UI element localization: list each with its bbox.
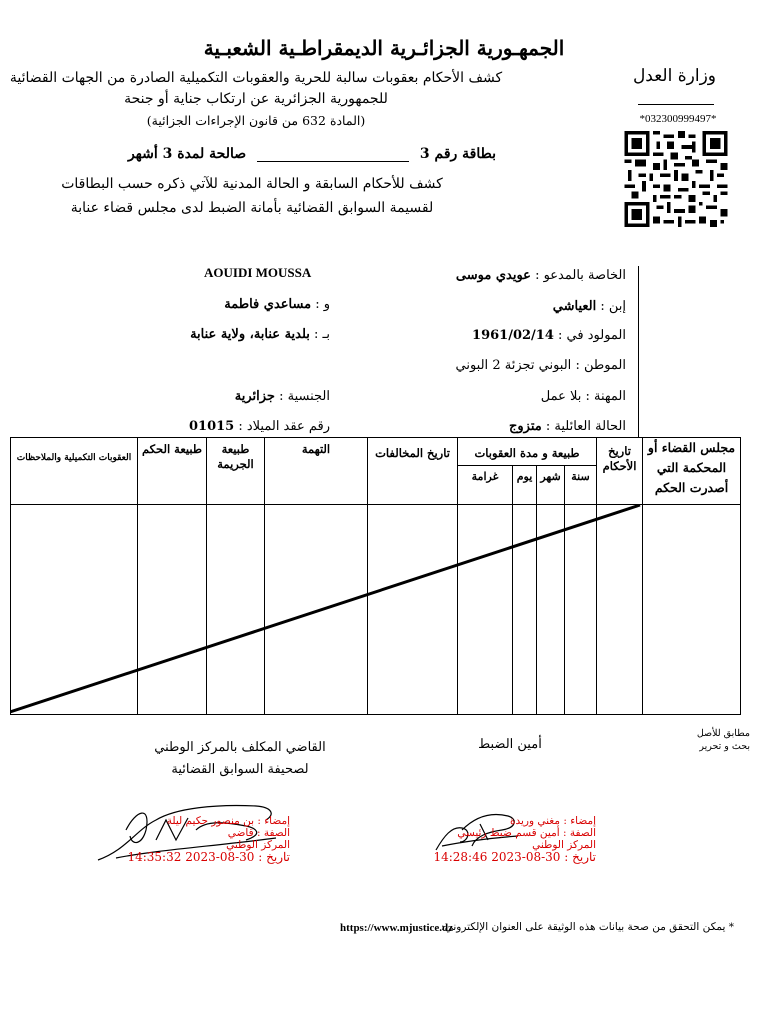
son-of-value: العياشي xyxy=(552,299,597,314)
nationality-label: الجنسية : xyxy=(279,389,330,404)
sig-judge-role: الصفة : قاضي xyxy=(227,827,290,839)
description-block xyxy=(48,172,456,220)
profession-field xyxy=(541,389,626,404)
intro-line-1: كشف الأحكام بعقوبات سالبة للحرية والعقوبات التكميلية الصادرة من الجهات القضائية xyxy=(9,70,503,86)
birth-record-label: رقم عقد الميلاد : xyxy=(238,419,330,434)
clerk-title: أمين الضبط xyxy=(478,737,542,752)
sig-clerk-signed: إمضاء : مغني وريدة xyxy=(509,815,596,827)
cancellation-line xyxy=(10,504,642,714)
sig-judge-signed: إمضاء : بن منصور حكيم ليلة xyxy=(166,815,290,827)
son-of-label: إبن : xyxy=(600,299,626,314)
details-border xyxy=(638,266,639,438)
col-crime-nature: طبيعة الجريمة xyxy=(207,438,265,505)
born-value: 1961/02/14 xyxy=(472,328,554,343)
sig-clerk-date: تاريخ : 30-08-2023 14:28:46 xyxy=(433,850,596,864)
intro-line-2: للجمهورية الجزائرية عن ارتكاب جناية أو جنحة xyxy=(124,91,388,107)
desc-line-1: كشف للأحكام السابقة و الحالة المدنية للآتي ذكره حسب البطاقات xyxy=(61,176,443,192)
born-place-field xyxy=(190,327,330,342)
sig-clerk-center: المركز الوطني xyxy=(532,839,596,851)
owner-value: عويدي موسى xyxy=(455,268,531,283)
family-field xyxy=(509,419,626,434)
col-ruling-nature: طبيعة الحكم xyxy=(138,438,207,505)
col-year: سنة xyxy=(565,466,597,505)
family-label: الحالة العائلية : xyxy=(545,419,626,434)
son-of-field xyxy=(553,299,626,314)
birth-record-value: 01015 xyxy=(188,419,235,434)
nationality-value: جزائرية xyxy=(234,389,275,404)
profession-label: المهنة : xyxy=(585,389,626,404)
col-court: مجلس القضاء أو المحكمة التي أصدرت الحكم xyxy=(643,438,741,505)
card-validity-line xyxy=(8,146,496,162)
born-label: المولود في : xyxy=(558,328,626,343)
col-offense-date: تاريخ المخالفات xyxy=(368,438,458,505)
qr-code-icon xyxy=(624,131,728,227)
ministry-underline xyxy=(638,104,714,105)
profession-value: بلا عمل xyxy=(540,389,582,404)
residence-label: الموطن : xyxy=(575,358,626,373)
signature-judge xyxy=(110,815,290,863)
mother-value: مساعدي فاطمة xyxy=(224,297,312,312)
document-code: *032300999497* xyxy=(639,113,717,125)
verification-note: * يمكن التحقق من صحة بيانات هذه الوثيقة على العنوان الإلكتروني: xyxy=(441,921,734,933)
owner-label: الخاصة بالمدعو : xyxy=(535,268,626,283)
card-validity: صالحة لمدة 3 أشهر xyxy=(127,146,247,162)
owner-field xyxy=(456,268,626,283)
born-field xyxy=(472,328,626,343)
sig-judge-date: تاريخ : 30-08-2023 14:35:32 xyxy=(127,850,290,864)
card-number: بطاقة رقم 3 xyxy=(419,146,496,162)
desc-line-2: لقسيمة السوابق القضائية بأمانة الضبط لدى مجلس قضاء عنابة xyxy=(70,200,434,216)
signature-clerk xyxy=(420,815,596,863)
residence-value: البوني تجزئة 2 البوني xyxy=(455,358,572,373)
certified-copy xyxy=(640,727,750,753)
certified-line-2: بحث و تحرير xyxy=(699,741,750,752)
verification-link[interactable]: https://www.mjustice.dz xyxy=(340,922,454,934)
sig-clerk-role: الصفة : أمين قسم ضبط رئيسي xyxy=(457,827,596,839)
mother-label: و : xyxy=(315,297,330,312)
table-cell xyxy=(643,505,741,715)
born-place-value: بلدية عنابة، ولاية عنابة xyxy=(190,327,310,342)
judge-title xyxy=(120,737,360,781)
residence-field xyxy=(456,358,627,373)
table-header-row xyxy=(11,438,741,466)
family-value: متزوج xyxy=(509,419,542,434)
col-fine: غرامة xyxy=(458,466,513,505)
sig-judge-center: المركز الوطني xyxy=(226,839,290,851)
judge-line-1: القاضي المكلف بالمركز الوطني xyxy=(154,740,326,755)
nationality-field xyxy=(235,389,330,404)
birth-record-field xyxy=(189,419,330,434)
col-judgment-date: تاريخ الأحكام xyxy=(597,438,643,505)
born-place-label: بـ : xyxy=(314,327,330,342)
col-charge: التهمة xyxy=(265,438,368,505)
ministry-name: وزارة العدل xyxy=(632,66,716,86)
republic-title: الجمهـورية الجزائـرية الديمقراطـية الشعبـية xyxy=(203,36,565,60)
col-penalty: طبيعة و مدة العقوبات xyxy=(458,438,597,466)
certified-line-1: مطابق للأصل xyxy=(696,728,750,739)
col-day: يوم xyxy=(513,466,537,505)
intro-block xyxy=(0,68,516,131)
judge-line-2: لصحيفة السوابق القضائية xyxy=(171,762,309,777)
col-remarks: العقوبات التكميلية والملاحظات xyxy=(11,438,138,505)
col-month: شهر xyxy=(537,466,565,505)
mother-field xyxy=(224,297,330,312)
intro-line-3: (المادة 632 من قانون الإجراءات الجزائية) xyxy=(146,113,366,128)
name-latin: AOUIDI MOUSSA xyxy=(204,265,312,280)
card-blank-line xyxy=(257,147,409,162)
